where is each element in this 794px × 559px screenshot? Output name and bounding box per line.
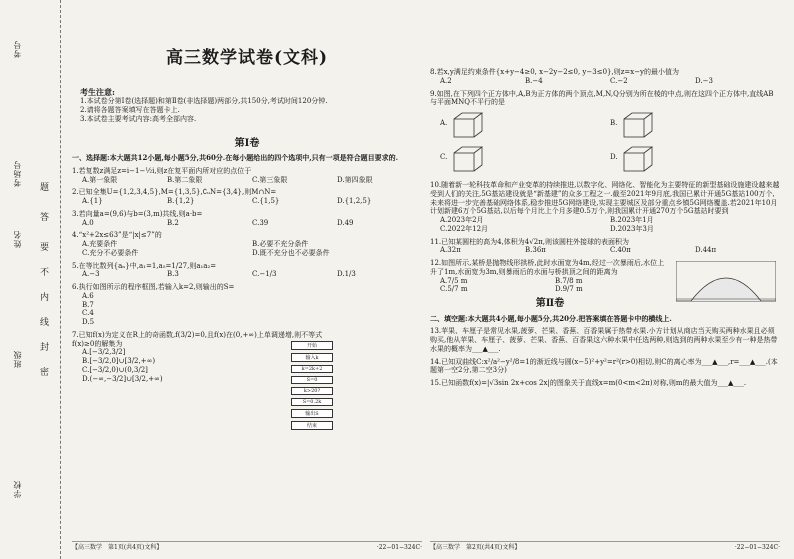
question-10: 10.随着新一轮科技革命和产业变革的持续推进,以数字化、网络化、智能化为主要特征的新型基础设施建设越来越受到人们的关注,5G基站建设就是“新基建”的众多工程之一.截至2021年9月底,我国已累计开通5G基站100万个,未来将进一步完善基础网络体系,稳步推进5G网络建设,实现主要城区及部分重点乡镇5G网络覆盖.若2021年10月计划新建6万个5G基站,以后每个月比上个月多建0.5万个,则我国累计开通270万个5G基站时要到 A.2023年2月 B.2023年1月 C.2022年12月 D.2023年3月 xyxy=(430,181,780,233)
flow-output: 输出S xyxy=(291,409,333,418)
flow-input: 输入k xyxy=(291,353,333,362)
seal-char: 要 xyxy=(40,243,50,253)
question-2: 2.已知全集U={1,2,3,4,5},M={1,3,5},∁ᵤN={3,4},则M∩N= A.{1} B.{1,2} C.{1,5} D.{1,2,5} xyxy=(72,188,372,205)
question-1: 1.若复数z满足z=i−1−½i,则z在复平面内所对应的点位于 A.第一象限 B.第二象限 C.第三象限 D.第四象限 xyxy=(72,166,373,184)
binding-label-class: 班级 xyxy=(13,350,22,368)
cube-figure-c xyxy=(450,145,496,173)
cube-figure-d xyxy=(620,145,666,173)
question-13: 13.苹果、车厘子是常见水果,菠萝、芒果、香蕉、百香果属于热带水果.小方计划从商店当天购买两种水果且必须购买,他从苹果、车厘子、菠萝、芒果、香蕉、百香果这六种水果中任选两种,则选到的两种水果至少有一种是热带水果的概率为___▲___. xyxy=(430,327,778,353)
seal-char: 封 xyxy=(40,343,50,353)
seal-char: 密 xyxy=(40,368,50,378)
binding-label-room: 考场号 xyxy=(13,160,22,187)
page-footer: 【高三数学 第1页(共4页)文科】 ·22−01−324C· xyxy=(72,541,422,552)
question-5: 5.在等比数列{aₙ}中,a₁=1,a₅=1/27,则a₁a₂= A.−3 B.3 C.−1/3 D.1/3 xyxy=(72,261,356,279)
cube-figure-a xyxy=(450,111,496,139)
flow-decision: k>20? xyxy=(291,387,333,395)
arch-bridge-figure xyxy=(676,261,776,305)
page-left xyxy=(72,10,422,551)
seal-char: 不 xyxy=(40,268,50,278)
seal-char: 内 xyxy=(40,293,50,303)
page-footer: 【高三数学 第2页(共4页)文科】 ·22−01−324C· xyxy=(430,541,780,552)
question-7: 7.已知f(x)为定义在R上的奇函数,f(3/2)=0,且f(x)在(0,+∞)上单调递增,则不等式f(x)≥0的解集为 A.[−3/2,3/2] B.[−3/2,0]∪[3/2,+∞) C.[−3/2,0)∪(0,3/2] D.(−∞,−3/2]∪[3/2,+∞) xyxy=(72,330,323,383)
section-heading: 二、填空题:本大题共4小题,每小题5分,共20分.把答案填在答题卡中的横线上. xyxy=(430,313,672,323)
flow-step: S=0 xyxy=(291,376,333,384)
question-9: 9.如图,在下列四个正方体中,A,B为正方体的两个顶点,M,N,Q分别为所在棱的中点,则在这四个正方体中,直线AB与平面MNQ不平行的是 A. B. C. D. xyxy=(430,90,780,178)
question-4: 4.“x²+2x≤63”是“|x|≤7”的 A.充要条件 B.必要不充分条件 C.充分不必要条件 D.既不充分也不必要条件 xyxy=(72,231,330,257)
question-8: 8.若x,y满足约束条件{x+y−4≥0, x−2y−2≤0, y−3≤0},则z=x−y的最小值为 A.2 B.−4 C.−2 D.−3 xyxy=(430,68,713,85)
binding-label-name: 姓名 xyxy=(13,230,22,248)
question-14: 14.已知双曲线C:x²/a²−y²/8=1的渐近线与圆(x−5)²+y²=r²(r>0)相切,则C的离心率为___▲___,r=___▲___.(本题第一空2分,第二空3分) xyxy=(430,357,778,375)
binding-margin xyxy=(0,0,61,559)
question-3: 3.若向量a=(9,6)与b=(3,m)共线,则a·b= A.0 B.2 C.39 D.49 xyxy=(72,209,354,227)
notice-item: 2.请将各题答案填写在答题卡上. xyxy=(80,106,180,114)
page-right xyxy=(430,10,780,551)
cube-figure-b xyxy=(620,111,666,139)
cube-figures: A. B. C. D. xyxy=(440,107,780,177)
seal-char: 线 xyxy=(40,318,50,328)
question-11: 11.已知某圆柱的高为4,体积为4√2π,则该圆柱外接球的表面积为 A.32π B.36π C.40π D.44π xyxy=(430,237,717,255)
flow-step: k=2k+2 xyxy=(291,365,333,373)
question-15: 15.已知函数f(x)=|√3sin 2x+cos 2x|的图象关于直线x=m(0<m<2π)对称,则m的最大值为___▲___. xyxy=(430,379,747,387)
notice-title: 考生注意: xyxy=(80,87,115,98)
volume-heading: 第Ⅰ卷 xyxy=(234,137,260,149)
volume-heading: 第Ⅱ卷 xyxy=(535,298,565,309)
question-6: 6.执行如图所示的程序框图,若输入k=2,则输出的S= A.6 B.7 C.4 D.5 xyxy=(72,283,235,326)
notice-item: 3.本试卷主要考试内容:高考全部内容. xyxy=(80,114,197,123)
question-12: 12.如图所示,某桥是抛物线形拱桥,此时水面宽为4m,经过一次暴雨后,水位上升了1m,水面宽为3m,则暴雨后的水面与桥拱顶之间的距离为 A.7/5 m B.7/8 m C.5/7 m D.9/7 m xyxy=(430,259,780,294)
section-heading: 一、选择题:本大题共12小题,每小题5分,共60分.在每小题给出的四个选项中,只有一项是符合题目要求的. xyxy=(72,153,399,162)
binding-label-school: 学校 xyxy=(13,480,22,498)
seal-char: 题 xyxy=(40,183,50,193)
flow-step: S=0.2k xyxy=(291,398,333,406)
flowchart xyxy=(282,338,342,458)
flow-end: 结束 xyxy=(291,421,333,430)
flow-start: 开始 xyxy=(291,341,333,350)
seal-char: 答 xyxy=(40,213,50,223)
page-title: 高三数学试卷(文科) xyxy=(165,48,329,68)
binding-label-exam-no: 考号 xyxy=(13,40,22,58)
notice-item: 1.本试卷分第Ⅰ卷(选择题)和第Ⅱ卷(非选择题)两部分,共150分,考试时间120分钟. xyxy=(80,97,328,106)
